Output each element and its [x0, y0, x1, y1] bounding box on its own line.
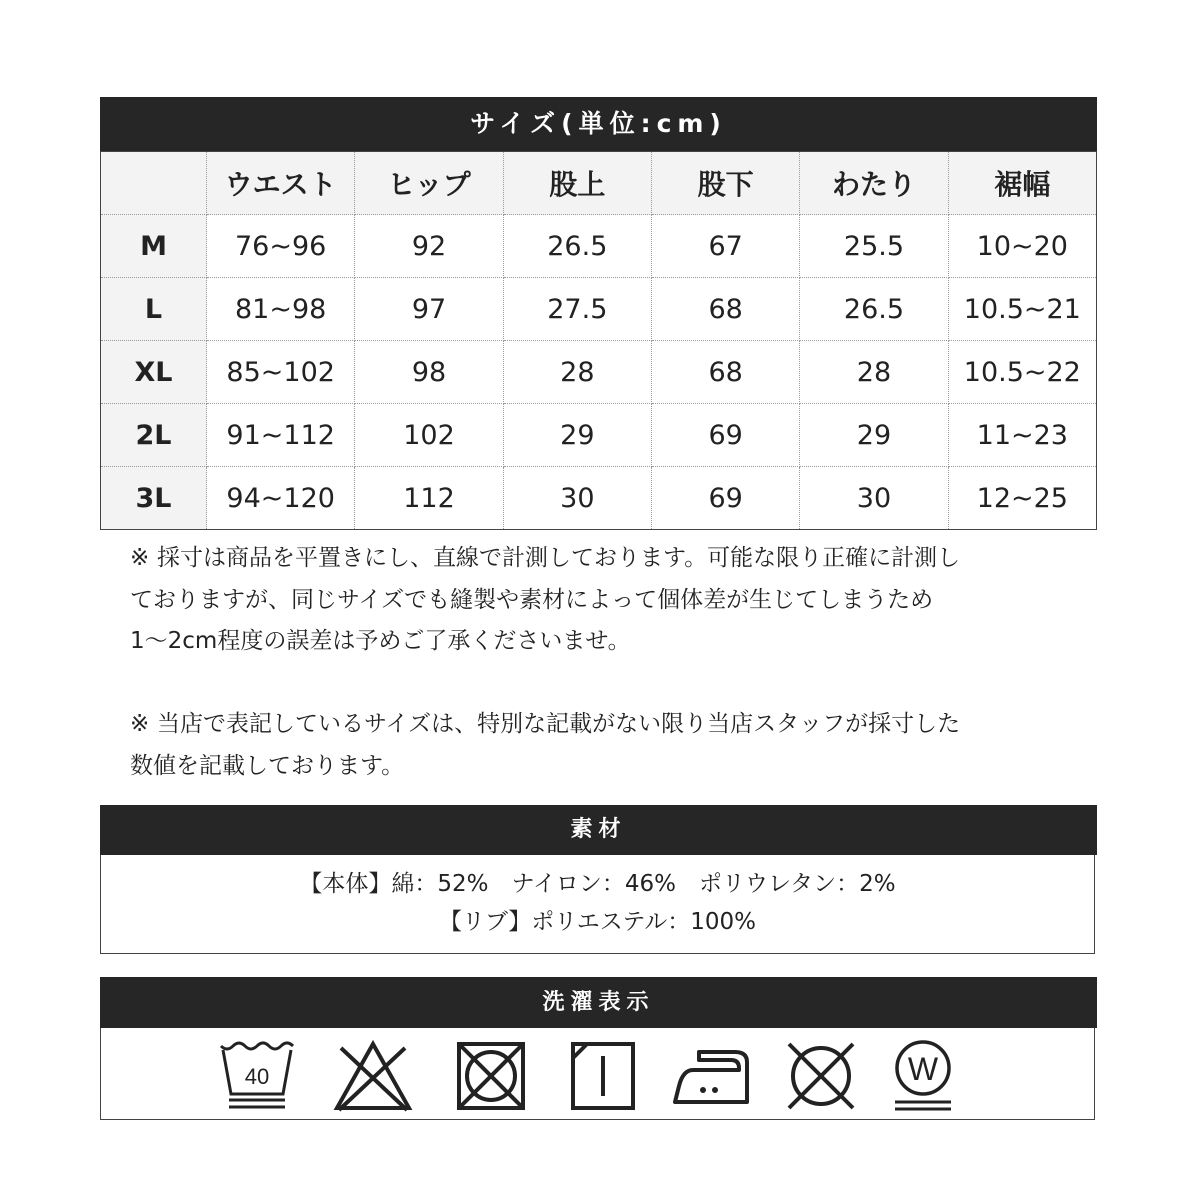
note-mark: ※: [130, 711, 150, 737]
wash-40-icon: [217, 1038, 297, 1114]
table-cell: 85~102: [207, 341, 355, 404]
table-cell: 102: [355, 404, 503, 467]
table-cell: 10.5~21: [948, 278, 1096, 341]
table-row: [101, 278, 1097, 341]
table-row: [101, 467, 1097, 530]
note-mark: ※: [130, 545, 150, 571]
table-cell: 29: [800, 404, 948, 467]
size-label: M: [101, 215, 207, 278]
material-line-rib: 【リブ】ポリエステル：100%: [439, 909, 756, 935]
size-label: 2L: [101, 404, 207, 467]
table-cell: 81~98: [207, 278, 355, 341]
wash-temp-label: 40: [244, 1064, 270, 1089]
table-cell: 68: [651, 278, 799, 341]
table-cell: 68: [651, 341, 799, 404]
table-row: [101, 341, 1097, 404]
material-line-body: 【本体】綿：52% ナイロン：46% ポリウレタン：2%: [299, 871, 896, 897]
note-line: 当店で表記しているサイズは、特別な記載がない限り当店スタッフが採寸した: [157, 711, 961, 737]
table-header-row: [101, 152, 1097, 215]
table-cell: 11~23: [948, 404, 1096, 467]
table-cell: 67: [651, 215, 799, 278]
table-cell: 76~96: [207, 215, 355, 278]
table-cell: 30: [503, 467, 651, 530]
table-cell: 92: [355, 215, 503, 278]
table-cell: 12~25: [948, 467, 1096, 530]
column-header: 股下: [651, 152, 799, 215]
table-cell: 25.5: [800, 215, 948, 278]
note-line: 1～2cm程度の誤差は予めご了承くださいませ。: [130, 628, 631, 654]
no-bleach-icon: [333, 1038, 413, 1114]
table-cell: 98: [355, 341, 503, 404]
table-cell: 26.5: [800, 278, 948, 341]
table-row: [101, 215, 1097, 278]
size-label: 3L: [101, 467, 207, 530]
table-cell: 94~120: [207, 467, 355, 530]
table-cell: 28: [503, 341, 651, 404]
size-table: [100, 151, 1097, 530]
size-label: L: [101, 278, 207, 341]
table-cell: 91~112: [207, 404, 355, 467]
wet-clean-label: W: [907, 1051, 939, 1087]
wet-clean-icon: [883, 1038, 963, 1114]
column-header: 股上: [503, 152, 651, 215]
table-cell: 26.5: [503, 215, 651, 278]
table-row: [101, 404, 1097, 467]
table-cell: 10~20: [948, 215, 1096, 278]
column-header: ヒップ: [355, 152, 503, 215]
material-section-title: 素材: [100, 805, 1097, 855]
iron-medium-icon: [671, 1038, 751, 1114]
column-header: 裾幅: [948, 152, 1096, 215]
column-header: わたり: [800, 152, 948, 215]
no-dry-clean-icon: [781, 1038, 861, 1114]
line-dry-shade-icon: [563, 1038, 643, 1114]
table-cell: 30: [800, 467, 948, 530]
note-line: 採寸は商品を平置きにし、直線で計測しております。可能な限り正確に計測し: [157, 545, 961, 571]
table-cell: 69: [651, 404, 799, 467]
table-cell: 112: [355, 467, 503, 530]
table-cell: 29: [503, 404, 651, 467]
size-section-title: サイズ(単位:cm): [100, 97, 1097, 151]
wash-section-title: 洗濯表示: [100, 977, 1097, 1028]
note-line: 数値を記載しております。: [130, 752, 405, 779]
measurement-note: [130, 538, 1090, 663]
size-source-note: [130, 704, 1090, 787]
table-cell: 28: [800, 341, 948, 404]
note-line: ておりますが、同じサイズでも縫製や素材によって個体差が生じてしまうため: [130, 586, 934, 613]
table-cell: 10.5~22: [948, 341, 1096, 404]
size-label: XL: [101, 341, 207, 404]
table-cell: 69: [651, 467, 799, 530]
no-tumble-dry-icon: [451, 1038, 531, 1114]
table-cell: 97: [355, 278, 503, 341]
table-cell: 27.5: [503, 278, 651, 341]
table-corner-cell: [101, 152, 207, 215]
wash-symbols-box: [100, 1028, 1095, 1120]
material-box: [100, 855, 1095, 954]
column-header: ウエスト: [207, 152, 355, 215]
